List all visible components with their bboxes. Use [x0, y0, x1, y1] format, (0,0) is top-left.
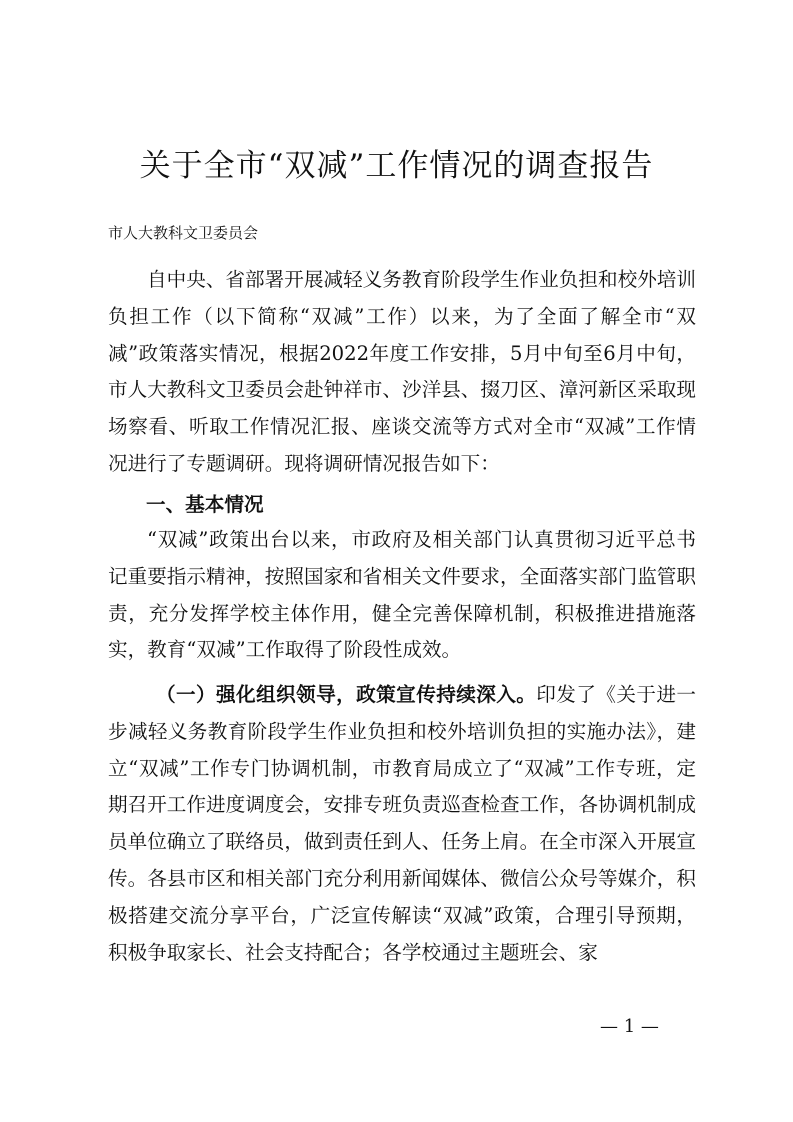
section-paragraph: “双减”政策出台以来，市政府及相关部门认真贯彻习近平总书记重要指示精神，按照国家和省相关文件要求，全面落实部门监管职责，充分发挥学校主体作用，健全完善保障机制，积极推进措施落实，教育“双减”工作取得了阶段性成效。	[108, 528, 696, 662]
author-line: 市人大教科文卫委员会	[108, 224, 259, 242]
subsection-text: 印发了《关于进一步减轻义务教育阶段学生作业负担和校外培训负担的实施办法》，建立“双减”工作专门协调机制，市教育局成立了“双减”工作专班，定期召开工作进度调度会，安排专班负责巡查检查工作，各协调机制成员单位确立了联络员，做到责任到人、任务上肩。在全市深入开展宣传。各县市区和相关部门充分利用新闻媒体、微信公众号等媒介，积极搭建交流分享平台，广泛宣传解读“双减”政策，合理引导预期，积极争取家长、社会支持配合；各学校通过主题班会、家	[108, 683, 696, 964]
subsection-lead: （一）强化组织领导，政策宣传持续深入。	[156, 683, 537, 706]
page-title: 关于全市“双减”工作情况的调查报告	[139, 148, 654, 184]
section-heading-basic-situation: 一、基本情况	[146, 493, 264, 516]
page-number: — 1 —	[600, 1016, 659, 1037]
intro-paragraph: 自中央、省部署开展减轻义务教育阶段学生作业负担和校外培训负担工作（以下简称“双减”工作）以来，为了全面了解全市“双减”政策落实情况，根据2022年度工作安排，5月中旬至6月中旬，市人大教科文卫委员会赴钟祥市、沙洋县、掇刀区、漳河新区采取现场察看、听取工作情况汇报、座谈交流等方式对全市“双减”工作情况进行了专题调研。现将调研情况报告如下：	[108, 268, 696, 475]
subsection-paragraph	[108, 677, 696, 971]
